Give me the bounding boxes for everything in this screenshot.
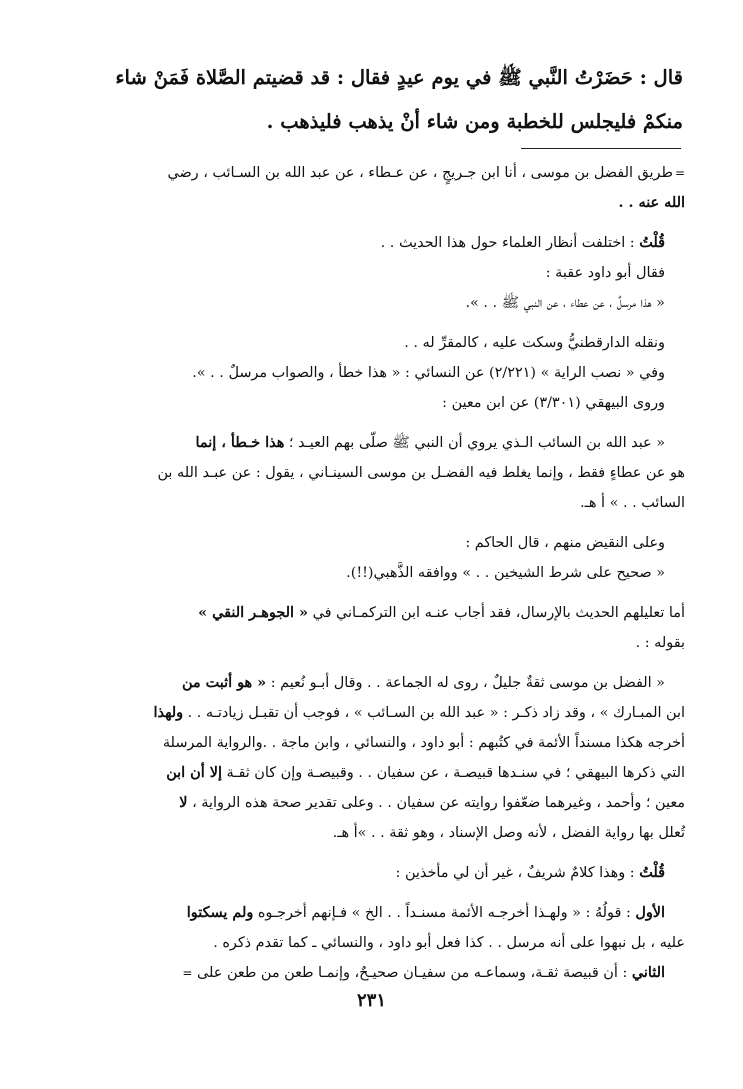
page-number: ٢٣١: [356, 990, 386, 1011]
note-line: أما تعليلهم الحديث بالإرسال، فقد أجاب عنـه ابن التركمـاني في « الجوهـر النقي »: [198, 604, 685, 621]
note-line: التي ذكرها البيهقي ؛ في سنـدها قبيصـة ، عن سفيان . . وقبيصـة وإن كان ثقـة إلا أن ابن: [166, 764, 685, 781]
main-line: قال : حَضَرْتُ النَّبي ﷺ في يوم عيدٍ فقال : قد قضيتم الصَّلاة فَمَنْ شاء: [115, 66, 683, 89]
continuation-marker: =: [182, 966, 193, 980]
note-line: الثاني : أن قبيصة ثقـة، وسماعـه من سفيـان صحيـحٌ، وإنمـا طعن من طعن على =: [182, 964, 665, 981]
note-line: قُلْتُ : اختلفت أنظار العلماء حول هذا الحديث . .: [380, 234, 665, 251]
footnotes: [60, 158, 685, 988]
note-line: وروى البيهقي (٣/٣٠١) عن ابن معين :: [442, 395, 665, 411]
note-line: ابن المبـارك » ، وقد زاد ذكـر : « عبد الله بن السـائب » ، فوجب أن تقبـل زيادتـه . . ولهذا: [153, 704, 685, 721]
note-line: « عبد الله بن السائب الـذي يروي أن النبي ﷺ صلّى بهم العيـد ؛ هذا خـطأ ، إنما: [195, 434, 665, 451]
note-line: =طريق الفضل بن موسى ، أنا ابن جـريجٍ ، عن عـطاء ، عن عبد الله بن السـائب ، رضي: [167, 165, 685, 181]
note-line: فقال أبو داود عقبة :: [545, 265, 665, 281]
note-line: قُلْتُ : وهذا كلامٌ شريفٌ ، غير أن لي مأخذين :: [395, 864, 665, 881]
footnote-separator: [521, 148, 681, 149]
note-line: بقوله : .: [635, 635, 685, 651]
note-line: « هذا مرسلٌ ، عن عطاء ، عن النبي ﷺ . . ».: [465, 295, 665, 311]
note-line: وعلى النقيض منهم ، قال الحاكم :: [465, 535, 665, 551]
note-line: معين ؛ وأحمد ، وغيرهما ضعّفوا روايته عن سفيان . . وعلى تقدير صحة هذه الرواية ، لا: [179, 794, 685, 811]
second-point-label: الثاني: [631, 964, 665, 981]
note-line: الأول : قولُهُ : « ولهـذا أخرجـه الأئمة مسنـداً . . الخ » فـإنهم أخرجـوه ولم يسكتوا: [186, 904, 665, 921]
note-line: هو عن عطاءٍ فقط ، وإنما يغلط فيه الفضـل بن موسى السينـاني ، يقول : عن عبـد الله بن: [157, 465, 685, 481]
continuation-marker: =: [674, 166, 685, 180]
qult-label: قُلْتُ: [639, 864, 665, 881]
first-point-label: الأول: [635, 904, 665, 921]
qult-label: قُلْتُ: [639, 234, 665, 251]
note-line: ونقله الدارقطنيُّ وسكت عليه ، كالمقرِّ له . .: [404, 335, 665, 351]
note-line: وفي « نصب الراية » (٢/٢٢١) عن النسائي : « هذا خطأ ، والصواب مرسلٌ . . ».: [192, 365, 665, 381]
main-line: منكمْ فليجلس للخطبة ومن شاء أنْ يذهب فليذهب .: [266, 110, 683, 133]
note-line: « صحيح على شرط الشيخين . . » ووافقه الذَّهبي(!!).: [346, 565, 665, 581]
note-line: تُعلل بها رواية الفضل ، لأنه وصل الإسناد ، وهو ثقة . . »أ هـ.: [332, 825, 685, 841]
note-line: أخرجه هكذا مسنداً الأئمة في كتُبهم : أبو داود ، والنسائي ، وابن ماجة . .والرواية المرسلة: [162, 735, 685, 751]
note-line: عليه ، بل نبهوا على أنه مرسل . . كذا فعل أبو داود ، والنسائي ـ كما تقدم ذكره .: [213, 935, 685, 951]
note-line: السائب . . » أ هـ.: [580, 495, 685, 511]
note-line: « الفضل بن موسى ثقةٌ جليلٌ ، روى له الجماعة . . وقال أبـو نُعيم : « هو أثبت من: [181, 674, 665, 691]
note-line: الله عنه . .: [618, 194, 685, 211]
main-text: [58, 56, 683, 144]
